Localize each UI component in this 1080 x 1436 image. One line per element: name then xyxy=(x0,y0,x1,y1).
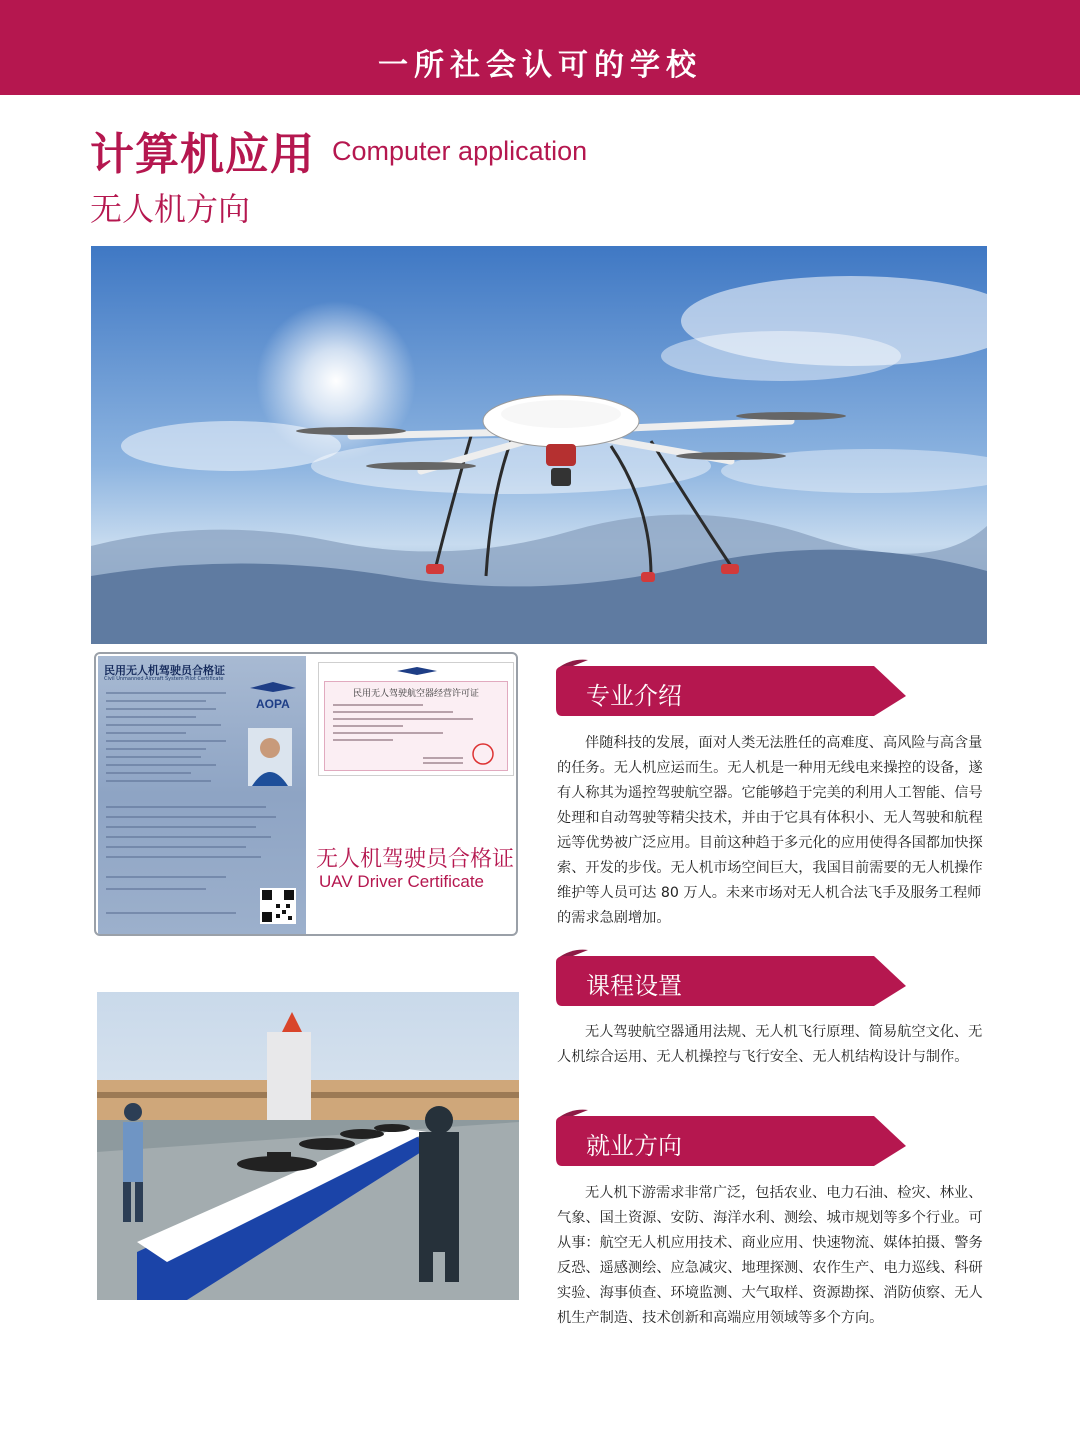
section-title: 就业方向 xyxy=(586,1132,682,1160)
certificate-card-title: 民用无人机驾驶员合格证 xyxy=(104,664,225,677)
section-title: 专业介绍 xyxy=(586,682,682,710)
pilot-photo xyxy=(248,728,292,786)
drone-exhibition-photo xyxy=(97,992,519,1300)
section-title: 课程设置 xyxy=(586,972,682,1000)
drone-hero-image xyxy=(91,246,987,644)
operation-license-image xyxy=(318,662,514,776)
section-header-courses xyxy=(554,948,909,1008)
svg-text:AOPA: AOPA xyxy=(256,697,290,711)
section-body-intro: 伴随科技的发展，面对人类无法胜任的高难度、高风险与高含量的任务。无人机应运而生。无人机是一种用无线电来操控的设备，遂有人称其为遥控驾驶航空器。它能够趋于完美的利用人工智能、信号处理和自动驾驶等精尖技术，并由于它具有体积小、无人驾驶和航程远等优势被广泛应用。目前这种趋于多元化的应用使得各国都加快探索、开发的步伐。无人机市场空间巨大，我国目前需要的无人机操作维护等人员可达 80 万人。未来市场对无人机合法飞手及服务工程师的需求急剧增加。 xyxy=(557,735,983,926)
section-body-courses: 无人驾驶航空器通用法规、无人机飞行原理、简易航空文化、无人机综合运用、无人机操控与飞行安全、无人机结构设计与制作。 xyxy=(557,1024,983,1065)
section-header-intro xyxy=(554,658,909,718)
qr-code-icon xyxy=(260,888,296,924)
certificate-card-subtitle: Civil Unmanned Aircraft System Pilot Certificate xyxy=(104,676,224,682)
wings-logo-icon xyxy=(397,665,437,679)
banner-title: 一所社会认可的学校 xyxy=(378,48,702,83)
aopa-logo-icon xyxy=(248,674,298,714)
license-title: 民用无人驾驶航空器经营许可证 xyxy=(352,689,479,699)
certificate-caption: 无人机驾驶员合格证 xyxy=(316,847,515,872)
page-title: 计算机应用 xyxy=(90,129,315,180)
certificate-caption-english: UAV Driver Certificate xyxy=(319,872,484,891)
section-body-employment: 无人机下游需求非常广泛，包括农业、电力石油、检灾、林业、气象、国土资源、安防、海洋水利、测绘、城市规划等多个行业。可从事：航空无人机应用技术、商业应用、快速物流、媒体拍摄、警务反恐、遥感测绘、应急减灾、地理探测、农作生产、电力巡线、科研实验、海事侦查、环境监测、大气取样、资源勘探、消防侦察、无人机生产制造、技术创新和高端应用领域等多个方向。 xyxy=(557,1185,983,1326)
pilot-certificate-card xyxy=(98,656,306,934)
section-header-employment xyxy=(554,1108,909,1168)
top-banner xyxy=(0,0,1080,95)
page-subtitle: 无人机方向 xyxy=(90,190,251,228)
page-title-english: Computer application xyxy=(332,136,588,166)
